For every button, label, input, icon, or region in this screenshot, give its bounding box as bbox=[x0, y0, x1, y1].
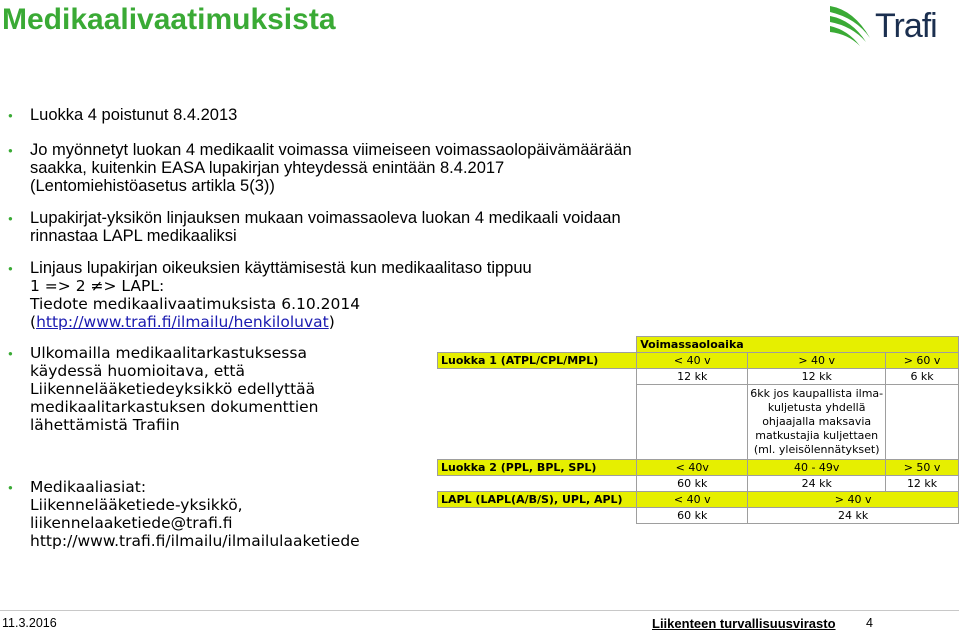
table-row bbox=[438, 508, 959, 524]
henkiloluvat-link[interactable]: http://www.trafi.fi/ilmailu/henkiloluvat bbox=[36, 313, 329, 331]
bullet-marker: ● bbox=[8, 483, 13, 492]
table-cell: 12 kk bbox=[748, 369, 886, 385]
bullet-3 bbox=[30, 209, 621, 245]
table-cell: 12 kk bbox=[637, 369, 748, 385]
footer-date: 11.3.2016 bbox=[2, 616, 57, 630]
note-line: 6kk jos kaupallista ilma- bbox=[750, 387, 884, 400]
slide-title: Medikaalivaatimuksista bbox=[2, 3, 336, 36]
page-number: 4 bbox=[866, 616, 873, 630]
bullet-line: (Lentomiehistöasetus artikla 5(3)) bbox=[30, 177, 275, 195]
bullet-4 bbox=[30, 259, 532, 331]
table-cell: < 40 v bbox=[637, 492, 748, 508]
table-row bbox=[438, 476, 959, 492]
table-cell: 24 kk bbox=[748, 508, 959, 524]
table-cell: 24 kk bbox=[748, 476, 886, 492]
class1-note bbox=[748, 385, 886, 460]
footer-divider bbox=[0, 610, 959, 611]
bullet-marker: ● bbox=[8, 111, 13, 120]
bullet-line: Tiedote medikaalivaatimuksista 6.10.2014 bbox=[30, 295, 361, 313]
table-row bbox=[438, 492, 959, 508]
note-line: (ml. yleisölennätykset) bbox=[753, 443, 880, 456]
bullet-marker: ● bbox=[8, 349, 13, 358]
table-header: Voimassaoloaika bbox=[637, 337, 959, 353]
bullet-line: Liikennelääketiede-yksikkö, bbox=[30, 496, 243, 514]
bullet-line: Ulkomailla medikaalitarkastuksessa bbox=[30, 344, 307, 362]
bullet-line: 1 => 2 ≠> LAPL: bbox=[30, 277, 165, 295]
bullet-line: Jo myönnetyt luokan 4 medikaalit voimassa viimeiseen voimassaolopäivämäärään bbox=[30, 141, 632, 159]
bullet-line: Liikennelääketiedeyksikkö edellyttää bbox=[30, 380, 316, 398]
table-cell: 40 - 49v bbox=[748, 460, 886, 476]
table-cell: > 40 v bbox=[748, 492, 959, 508]
bullet-line: medikaalitarkastuksen dokumenttien bbox=[30, 398, 319, 416]
bullet-line: saakka, kuitenkin EASA lupakirjan yhteydessä enintään 8.4.2017 bbox=[30, 159, 505, 177]
table-cell: 60 kk bbox=[637, 508, 748, 524]
lapl-label: LAPL (LAPL(A/B/S), UPL, APL) bbox=[438, 492, 637, 508]
table-row bbox=[438, 460, 959, 476]
note-line: matkustajia kuljettaen bbox=[755, 429, 879, 442]
trafi-swoosh-icon bbox=[826, 2, 876, 48]
class2-label: Luokka 2 (PPL, BPL, SPL) bbox=[438, 460, 637, 476]
validity-table bbox=[437, 336, 959, 524]
bullet-line: Luokka 4 poistunut 8.4.2013 bbox=[30, 106, 238, 124]
bullet-line: Linjaus lupakirjan oikeuksien käyttämisestä kun medikaalitaso tippuu bbox=[30, 259, 532, 277]
bullet-line: Lupakirjat-yksikön linjauksen mukaan voimassaoleva luokan 4 medikaali voidaan bbox=[30, 209, 621, 227]
bullet-line bbox=[30, 313, 532, 331]
bullet-line: Medikaaliasiat: bbox=[30, 478, 147, 496]
table-cell: < 40 v bbox=[637, 353, 748, 369]
table-cell: 60 kk bbox=[637, 476, 748, 492]
table-cell: < 40v bbox=[637, 460, 748, 476]
table-row bbox=[438, 337, 959, 353]
bullet-marker: ● bbox=[8, 264, 13, 273]
link-close-paren: ) bbox=[328, 313, 335, 331]
table-cell: > 40 v bbox=[748, 353, 886, 369]
note-line: ohjaajalla maksavia bbox=[762, 415, 872, 428]
link-open-paren: ( bbox=[30, 313, 37, 331]
table-row bbox=[438, 385, 959, 460]
table-cell: 6 kk bbox=[886, 369, 959, 385]
bullet-1 bbox=[30, 106, 237, 124]
bullet-6 bbox=[30, 478, 360, 550]
bullet-line: liikennelaaketiede@trafi.fi bbox=[30, 514, 233, 532]
bullet-line: lähettämistä Trafiin bbox=[30, 416, 180, 434]
bullet-marker: ● bbox=[8, 146, 13, 155]
table-row bbox=[438, 369, 959, 385]
bullet-5 bbox=[30, 344, 318, 434]
trafi-logo bbox=[826, 2, 958, 48]
bullet-2 bbox=[30, 141, 632, 195]
bullet-line: käydessä huomioitava, että bbox=[30, 362, 245, 380]
table-row bbox=[438, 353, 959, 369]
footer-organization: Liikenteen turvallisuusvirasto bbox=[652, 616, 836, 631]
class1-label: Luokka 1 (ATPL/CPL/MPL) bbox=[438, 353, 637, 369]
bullet-line: http://www.trafi.fi/ilmailu/ilmailulaaketiede bbox=[30, 532, 360, 550]
table-cell: > 60 v bbox=[886, 353, 959, 369]
logo-wordmark: Trafi bbox=[875, 7, 937, 45]
note-line: kuljetusta yhdellä bbox=[767, 401, 866, 414]
bullet-line: rinnastaa LAPL medikaaliksi bbox=[30, 227, 237, 245]
bullet-marker: ● bbox=[8, 214, 13, 223]
table-cell: 12 kk bbox=[886, 476, 959, 492]
table-cell: > 50 v bbox=[886, 460, 959, 476]
